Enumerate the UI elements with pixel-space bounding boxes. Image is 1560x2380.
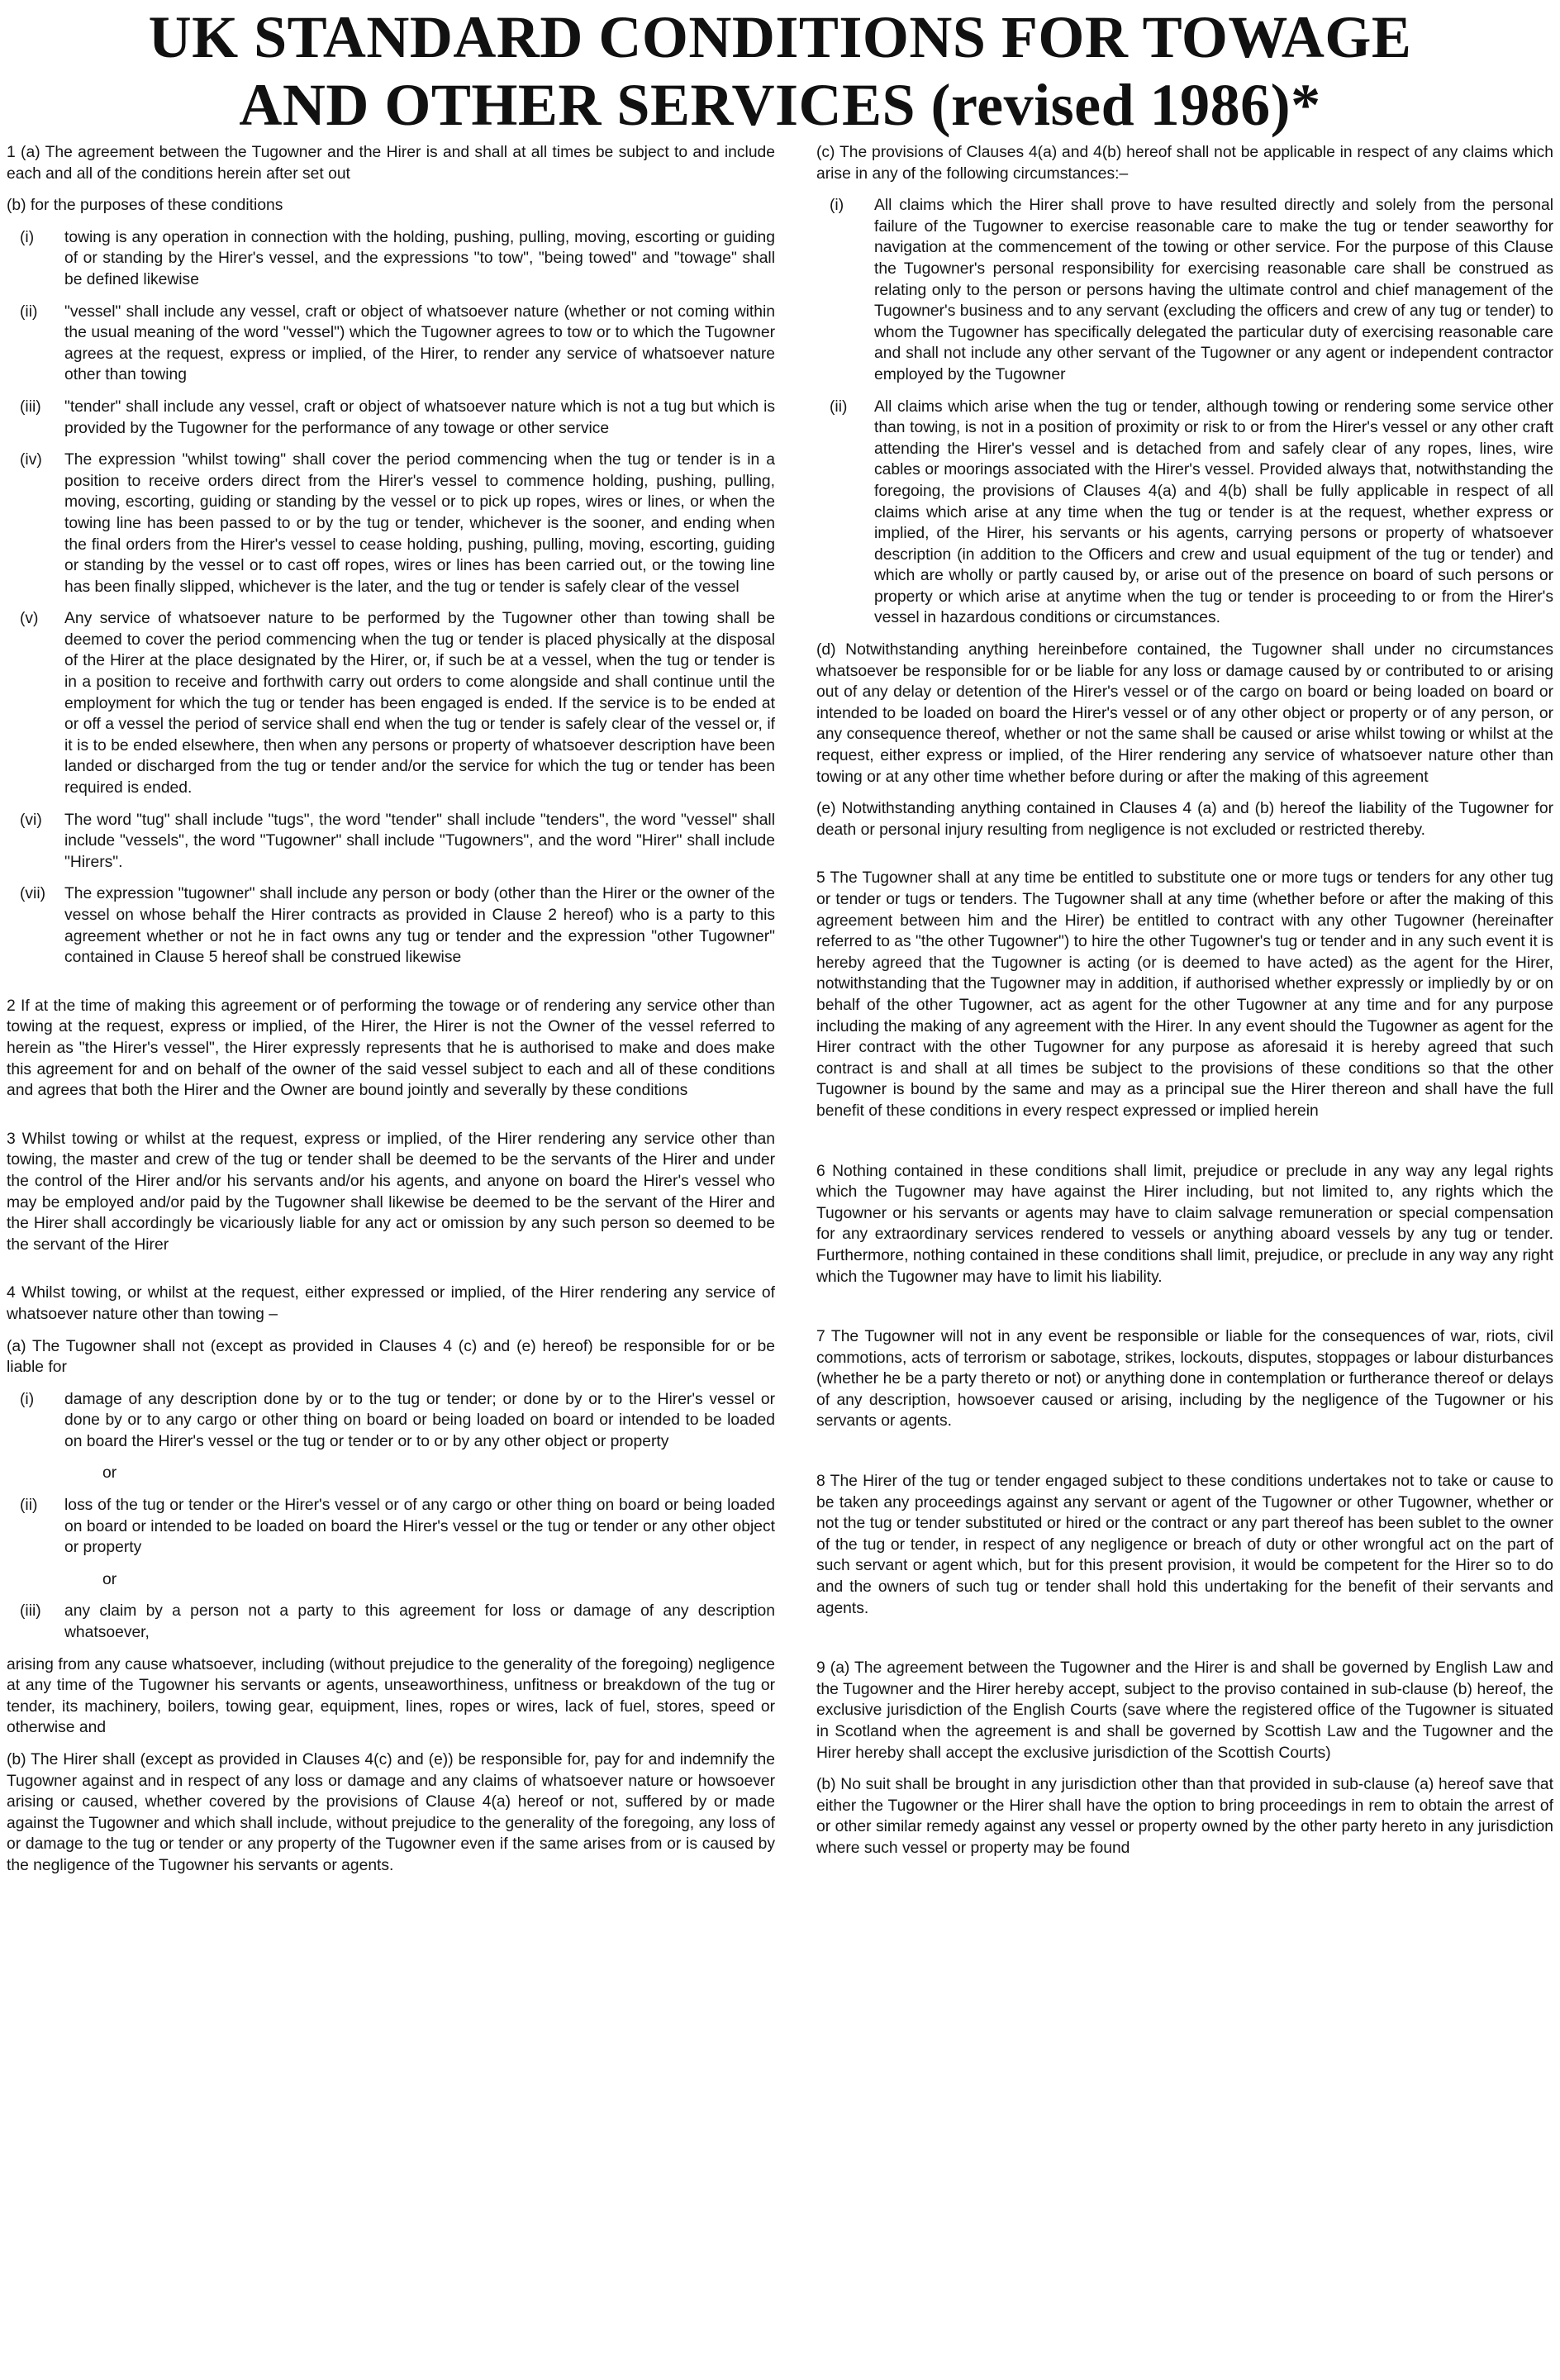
clause-4a-item — [7, 1601, 775, 1643]
definition-item — [7, 608, 775, 798]
spacer — [7, 979, 775, 996]
item-text: The expression "whilst towing" shall cover the period commencing when the tug or tender is in a position to receive orders direct from the Hirer's vessel to commence holding, pushing, pulling, moving, escorting, guiding or standing by the vessel or to pick up ropes, wires or lines, or when the towing line has been passed to or by the tug or tender, whichever is the sooner, and ending when the final orders from the Hirer's vessel to cease holding, pushing, pulling, moving, escorting, guiding or standing by the vessel or to cast off ropes, wires or lines has been carried out, or the towing line has been finally slipped, whichever is the later, and the tug or tender is safely clear of the vessel — [64, 451, 775, 596]
title-line-1: UK STANDARD CONDITIONS FOR TOWAGE — [148, 4, 1412, 70]
clause-9b: (b) No suit shall be brought in any jurisdiction other than that provided in sub-clause (a) hereof save that either the Tugowner or the Hirer shall have the option to bring proceedings in rem to obtain the arrest of or other similar remedy against any vessel or property owned by the other party hereto in any jurisdiction where such vessel or property may be found — [816, 1776, 1553, 1857]
item-text: towing is any operation in connection with the holding, pushing, pulling, moving, escorting or guiding of or standing by the Hirer's vessel, and the expressions "to tow", "being towed" and "towage" shall be defined likewise — [64, 228, 775, 288]
spacer — [816, 1133, 1553, 1161]
clause-4a-item — [7, 1495, 775, 1559]
clause-7: 7 The Tugowner will not in any event be responsible or liable for the consequences of war, riots, civil commotions, acts of terrorism or sabotage, strikes, lockouts, disputes, stoppages or labour disturbances (whether he be a party thereto or not) or anything done in contemplation or furtherance thereof or delays of any description, howsoever caused or arising, including by the negligence of the Tugowner or his servants or agents. — [816, 1328, 1553, 1430]
item-label: (iv) — [20, 451, 42, 469]
clause-4e: (e) Notwithstanding anything contained in Clauses 4 (a) and (b) hereof the liability of the Tugowner for death or personal injury resulting from negligence is not excluded or restricted thereby. — [816, 800, 1553, 839]
item-label: (ii) — [20, 302, 38, 321]
item-text: The word "tug" shall include "tugs", the word "tender" shall include "tenders", the word "vessel" shall include "vessels", the word "Tugowner" shall include "Tugowners", and the word "Hirer" shall include "Hirers". — [64, 811, 775, 871]
spacer — [816, 1298, 1553, 1326]
or-connector: or — [102, 1570, 117, 1588]
item-text: "vessel" shall include any vessel, craft or object of whatsoever nature (whether or not coming within the usual meaning of the word "vessel") which the Tugowner agrees to tow or to which the Tugowner agrees at the request, express or implied, of the Hirer, to render any service of whatsoever nature other than towing — [64, 302, 775, 384]
item-label: (vii) — [20, 885, 46, 903]
item-label: (i) — [20, 228, 35, 246]
clause-5: 5 The Tugowner shall at any time be entitled to substitute one or more tugs or tenders for any other tug or tender or tugs or tenders. The Tugowner shall at any time (whether before or after the making of this agreement between him and the Hirer) be entitled to contract with any other Tugowner (hereinafter referred to as "the other Tugowner") to hire the other Tugowner's tug or tender and in any such event it is hereby agreed that the Tugowner is acting (or is deemed to have acted) as the agent for the Hirer, notwithstanding that the Tugowner may in addition, if authorised whether expressly or impliedly by or on behalf of the other Tugowner, act as agent for the other Tugowner at any time and for any purpose including the making of any agreement with the Hirer. In any event should the Tugowner as agent for the Hirer contract with the other Tugowner for any purpose as aforesaid it is hereby agreed that such contract is and shall at all times be subject to the provisions of these conditions so that the other Tugowner is bound by the same and may as a principal sue the Hirer thereon and shall have the full benefit of these conditions in every respect expressed or implied herein — [816, 869, 1553, 1120]
clause-1a: 1 (a) The agreement between the Tugowner and the Hirer is and shall at all times be subject to and include each and all of the conditions herein after set out — [7, 144, 775, 183]
clause-4a: (a) The Tugowner shall not (except as provided in Clauses 4 (c) and (e) hereof) be responsible for or be liable for — [7, 1337, 775, 1377]
clause-4a-item — [7, 1389, 775, 1453]
clause-4a-tail: arising from any cause whatsoever, including (without prejudice to the generality of the foregoing) negligence at any time of the Tugowner his servants or agents, unseaworthiness, unfitness or breakdown of the tug or tender, its machinery, boilers, towing gear, equipment, lines, ropes or wires, lack of fuel, stores, speed or otherwise and — [7, 1655, 775, 1737]
item-label: (iii) — [20, 397, 41, 416]
clause-4c: (c) The provisions of Clauses 4(a) and 4(b) hereof shall not be applicable in respect of any claims which arise in any of the following circumstances:– — [816, 144, 1553, 183]
item-text: "tender" shall include any vessel, craft or object of whatsoever nature which is not a tug but which is provided by the Tugowner for the performance of any towage or other service — [64, 397, 775, 437]
item-text: Any service of whatsoever nature to be performed by the Tugowner other than towing shall be deemed to cover the period commencing when the tug or tender is placed physically at the disposal of the Hirer at the place designated by the Hirer, or, if such be at a vessel, when the tug or tender is in a position to receive and forthwith carry out orders to come alongside and shall continue until the employment for which the tug or tender has been engaged is ended. If the service is to be ended at or off a vessel the period of service shall end when the tug or tender is safely clear of the vessel or, if it is to be ended elsewhere, then when any persons or property of whatsoever description have been landed or discharged from the tug or tender and/or the service for which the tug or tender has been required is ended. — [64, 610, 775, 797]
definition-item — [7, 227, 775, 291]
clause-6: 6 Nothing contained in these conditions shall limit, prejudice or preclude in any way any legal rights which the Tugowner may have against the Hirer including, but not limited to, any rights which the Tugowner or his servants or agents may have to claim salvage remuneration or special compensation for any extraordinary services rendered to vessels or anything aboard vessels by any tug or tender. Furthermore, nothing contained in these conditions shall limit, prejudice, or preclude in any way any right which the Tugowner may have to limit his liability. — [816, 1162, 1553, 1286]
item-text: damage of any description done by or to the tug or tender; or done by or to the Hirer's vessel or done by or to any cargo or other thing on board or being loaded on board or intended to be loaded on board the Hirer's vessel or the tug or tender or to or by any other object or property — [64, 1390, 775, 1450]
clause-4c-item — [816, 397, 1553, 630]
title-line-2: AND OTHER SERVICES (revised 1986)* — [239, 72, 1321, 138]
clause-1b: (b) for the purposes of these conditions — [7, 197, 283, 215]
clause-3: 3 Whilst towing or whilst at the request, express or implied, of the Hirer rendering any service other than towing, the master and crew of the tug or tender shall be deemed to be the servants of the Hirer and under the control of the Hirer and/or his servants and/or his agents, and anyone on board the Hirer's vessel who may be employed and/or paid by the Tugowner shall likewise be deemed to be the servant of the Hirer and the Hirer shall accordingly be vicariously liable for any act or omission by any such person so deemed to be the servant of the Hirer — [7, 1130, 775, 1254]
item-label: (vi) — [20, 811, 42, 829]
item-label: (iii) — [20, 1602, 41, 1621]
item-label: (i) — [20, 1390, 35, 1408]
item-label: (i) — [830, 197, 844, 215]
spacer — [816, 851, 1553, 868]
definition-item — [7, 450, 775, 597]
item-text: loss of the tug or tender or the Hirer's vessel or of any cargo or other thing on board or being loaded on board or intended to be loaded on board the Hirer's vessel or the tug or tender or any other object or property — [64, 1497, 775, 1557]
item-text: All claims which arise when the tug or tender, although towing or rendering some service other than towing, is not in a position of proximity or risk to or from the Hirer's vessel or any other craft attending the Hirer's vessel and is detached from and safely clear of any ropes, lines, wire cables or moorings associated with the Hirer's vessel. Provided always that, notwithstanding the foregoing, the provisions of Clauses 4(a) and 4(b) shall be fully applicable in respect of all claims which arise at any time when the tug or tender is at the request, whether express or implied, of the Hirer, his servants or his agents, carrying persons or property of whatsoever description (in addition to the Officers and crew and usual equipment of the tug or tender) and which are wholly or partly caused by, or arise out of the presence on board of such persons or property or which arise at anytime when the tug or tender is proceeding to or from the Hirer's vessel in hazardous conditions or circumstances. — [874, 397, 1553, 627]
clause-4d: (d) Notwithstanding anything hereinbefore contained, the Tugowner shall under no circumstances whatsoever be responsible for or be liable for any loss or damage caused by or contributed to or arising out of any delay or detention of the Hirer's vessel or of the cargo on board or being loaded on board or intended to be loaded on board the Hirer's vessel or of any other object or property or of any person, or any consequence thereof, whether or not the same shall be caused or arise whilst towing or whilst at the request, either express or implied, of the Hirer rendering any service of whatsoever nature other than towing or at any other time whether before during or after the making of this agreement — [816, 641, 1553, 786]
item-label: (ii) — [830, 397, 848, 416]
clause-9a: 9 (a) The agreement between the Tugowner and the Hirer is and shall be governed by English Law and the Tugowner and the Hirer hereby accept, subject to the proviso contained in sub-clause (b) hereof, the exclusive jurisdiction of the English Courts (save where the registered office of the Tugowner is situated in Scotland when the agreement is and shall be governed by Scottish Law and the Tugowner and the Hirer hereby shall accept the exclusive jurisdiction of the Scottish Courts) — [816, 1659, 1553, 1762]
definition-item — [7, 397, 775, 439]
document-title — [0, 3, 1560, 139]
item-text: The expression "tugowner" shall include any person or body (other than the Hirer or the owner of the vessel on whose behalf the Hirer contracts as provided in Clause 2 hereof) who is a party to this agreement whether or not he in fact owns any tug or tender and the expression "other Tugowner" contained in Clause 5 hereof shall be construed likewise — [64, 885, 775, 967]
spacer — [816, 1443, 1553, 1471]
or-connector: or — [102, 1464, 117, 1483]
definition-item — [7, 302, 775, 386]
item-text: All claims which the Hirer shall prove to have resulted directly and solely from the personal failure of the Tugowner to exercise reasonable care to make the tug or tender seaworthy for navigation at the commencement of the towing or other service. For the purpose of this Clause the Tugowner's personal responsibility for exercising reasonable care shall be construed as relating only to the person or persons having the ultimate control and chief management of the Tugowner's business and to any servant (excluding the officers and crew of any tug or tender) to whom the Tugowner has specifically delegated the particular duty of exercising reasonable care and shall not include any other servant of the Tugowner or any agent or independent contractor employed by the Tugowner — [874, 197, 1553, 383]
item-text: any claim by a person not a party to this agreement for loss or damage of any description whatsoever, — [64, 1602, 775, 1642]
item-label: (v) — [20, 610, 39, 628]
definition-item — [7, 810, 775, 873]
clause-4b: (b) The Hirer shall (except as provided in Clauses 4(c) and (e)) be responsible for, pay for and indemnify the Tugowner against and in respect of any loss or damage and any claims of whatsoever nature or howsoever arising or caused, whether covered by the provisions of Clause 4(a) hereof or not, suffered by or made against the Tugowner and which shall include, without prejudice to the generality of the foregoing, any loss of or damage to the tug or tender or any property of the Tugowner even if the same arises from or is caused by the negligence of the Tugowner his servants or agents. — [7, 1751, 775, 1874]
item-label: (ii) — [20, 1497, 38, 1515]
definition-item — [7, 883, 775, 968]
left-column — [7, 142, 775, 1887]
spacer — [816, 1630, 1553, 1658]
clause-4c-item — [816, 195, 1553, 385]
right-column — [816, 142, 1553, 1870]
clause-2: 2 If at the time of making this agreement or of performing the towage or of rendering any service other than towing at the request, express or implied, of the Hirer, the Hirer is not the Owner of the vessel referred to herein as "the Hirer's vessel", the Hirer expressly represents that he is authorised to make and does make this agreement for and on behalf of the owner of the said vessel subject to each and all of these conditions and agrees that both the Hirer and the Owner are bound jointly and severally by these conditions — [7, 997, 775, 1100]
spacer — [7, 1112, 775, 1129]
clause-4: 4 Whilst towing, or whilst at the request, either expressed or implied, of the Hirer rendering any service of whatsoever nature other than towing – — [7, 1284, 775, 1323]
spacer — [7, 1266, 775, 1283]
clause-8: 8 The Hirer of the tug or tender engaged subject to these conditions undertakes not to take or cause to be taken any proceedings against any servant or agent of the Tugowner or other Tugowner, whether or not the tug or tender substituted or hired or the contract or any part thereof has been sublet to the owner of the tug or tender, in respect of any negligence or breach of duty or other wrongful act on the part of such servant or agent which, but for this present provision, it would be competent for the Hirer so to do and the owners of such tug or tender shall hold this undertaking for the benefit of their servants and agents. — [816, 1473, 1553, 1617]
